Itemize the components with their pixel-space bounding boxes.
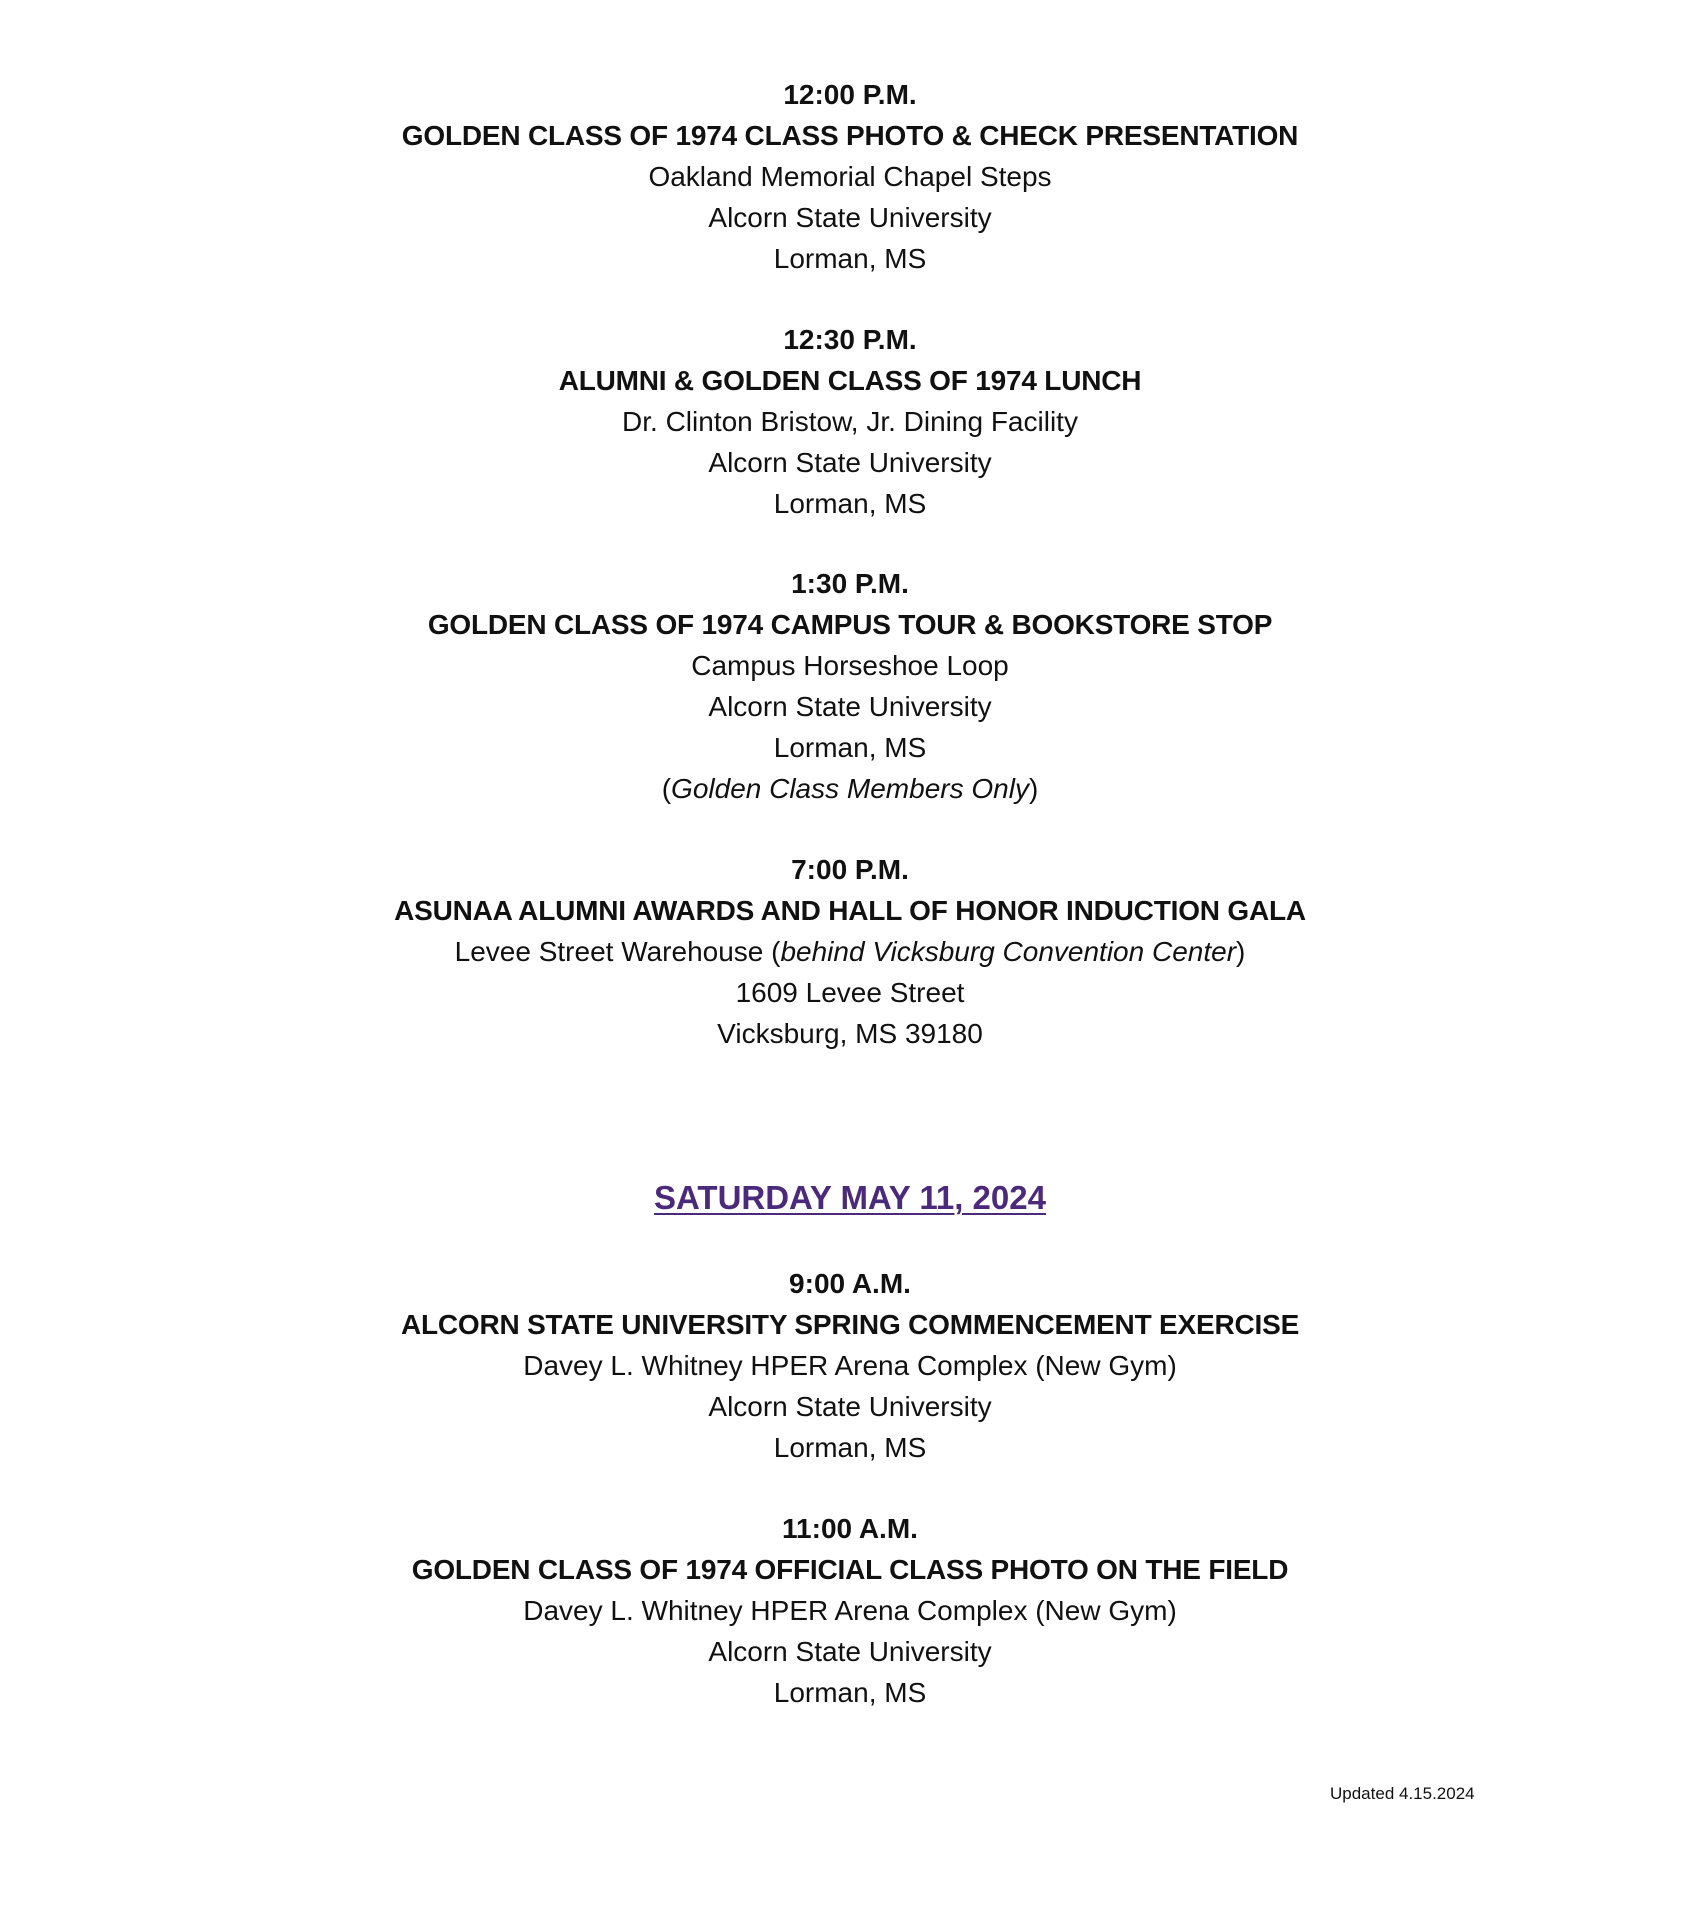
note-open-paren: (	[661, 773, 672, 804]
event-institution: Alcorn State University	[708, 1636, 992, 1667]
event-700pm	[0, 849, 1700, 1054]
event-title: ALUMNI & GOLDEN CLASS OF 1974 LUNCH	[558, 365, 1142, 396]
event-city: Lorman, MS	[773, 488, 927, 519]
event-venue	[0, 931, 1700, 972]
saturday-heading	[0, 1176, 1700, 1220]
event-institution: Alcorn State University	[708, 202, 992, 233]
venue-prefix: Levee Street Warehouse (	[454, 936, 781, 967]
event-city: Lorman, MS	[773, 243, 927, 274]
event-venue: Dr. Clinton Bristow, Jr. Dining Facility	[622, 406, 1078, 437]
event-city: Vicksburg, MS 39180	[717, 1018, 983, 1049]
venue-italic: behind Vicksburg Convention Center	[780, 936, 1237, 967]
event-time: 12:30 P.M.	[783, 324, 917, 355]
event-1230pm	[0, 319, 1700, 524]
event-institution: Alcorn State University	[708, 447, 992, 478]
event-city: Lorman, MS	[773, 1677, 927, 1708]
event-title: GOLDEN CLASS OF 1974 CAMPUS TOUR & BOOKSTORE STOP	[427, 609, 1273, 640]
note-close-paren: )	[1028, 773, 1039, 804]
event-title: ALCORN STATE UNIVERSITY SPRING COMMENCEMENT EXERCISE	[400, 1309, 1300, 1340]
event-title: ASUNAA ALUMNI AWARDS AND HALL OF HONOR INDUCTION GALA	[394, 895, 1306, 926]
note-text: Golden Class Members Only	[671, 773, 1029, 804]
event-title: GOLDEN CLASS OF 1974 CLASS PHOTO & CHECK PRESENTATION	[401, 120, 1299, 151]
event-time: 7:00 P.M.	[791, 854, 909, 885]
event-venue: Campus Horseshoe Loop	[691, 650, 1009, 681]
event-time: 9:00 A.M.	[789, 1268, 911, 1299]
event-time: 11:00 A.M.	[782, 1513, 918, 1544]
event-note	[0, 768, 1700, 809]
event-city: Lorman, MS	[773, 1432, 927, 1463]
event-1100am	[0, 1508, 1700, 1713]
event-street: 1609 Levee Street	[735, 977, 965, 1008]
event-city: Lorman, MS	[773, 732, 927, 763]
event-130pm	[0, 563, 1700, 809]
event-venue: Davey L. Whitney HPER Arena Complex (New Gym)	[523, 1595, 1177, 1626]
venue-suffix: )	[1236, 936, 1246, 967]
event-time: 1:30 P.M.	[791, 568, 909, 599]
saturday-heading-text: SATURDAY MAY 11, 2024	[654, 1179, 1046, 1216]
event-venue: Oakland Memorial Chapel Steps	[648, 161, 1052, 192]
event-time: 12:00 P.M.	[783, 79, 917, 110]
updated-date: Updated 4.15.2024	[1330, 1784, 1475, 1803]
event-900am	[0, 1263, 1700, 1468]
event-title: GOLDEN CLASS OF 1974 OFFICIAL CLASS PHOTO ON THE FIELD	[411, 1554, 1289, 1585]
event-1200pm	[0, 74, 1700, 279]
event-institution: Alcorn State University	[708, 691, 992, 722]
event-institution: Alcorn State University	[708, 1391, 992, 1422]
event-venue: Davey L. Whitney HPER Arena Complex (New Gym)	[523, 1350, 1177, 1381]
